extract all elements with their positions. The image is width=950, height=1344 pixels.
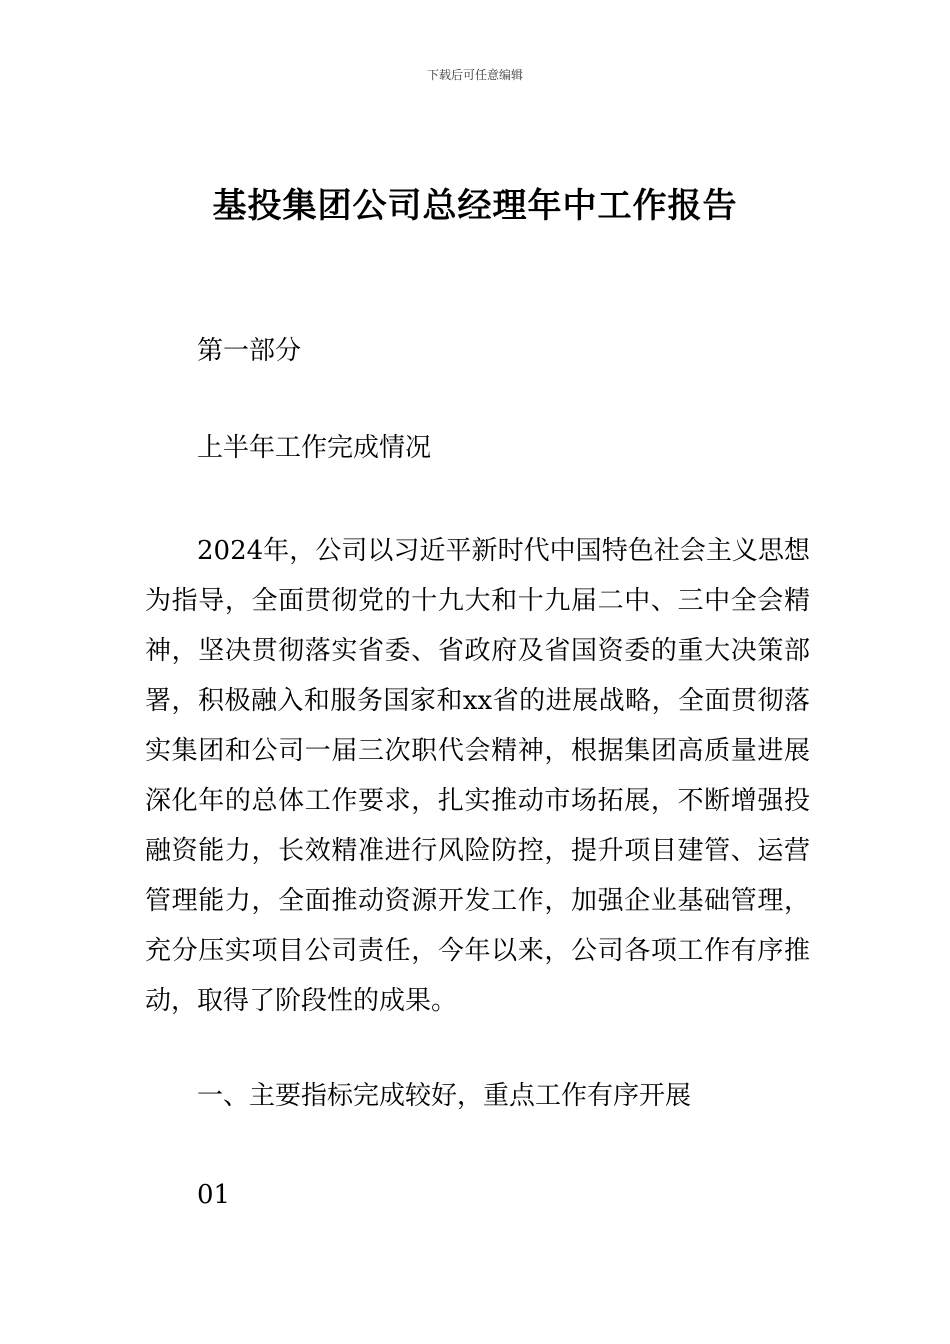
section-label: 第一部分 [197, 336, 302, 366]
item-number: 01 [197, 1180, 231, 1210]
header-note: 下载后可任意编辑 [426, 68, 523, 82]
document-title: 基投集团公司总经理年中工作报告 [212, 186, 738, 226]
heading-1: 一、主要指标完成较好，重点工作有序开展 [197, 1081, 692, 1111]
subheading: 上半年工作完成情况 [197, 433, 432, 463]
body-paragraph: 2024年，公司以习近平新时代中国特色社会主义思想为指导，全面贯彻党的十九大和十九届二中、三中全会精神，坚决贯彻落实省委、省政府及省国资委的重大决策部署，积极融入和服务国家和xx省的进展战略，全面贯彻落实集团和公司一届三次职代会精神，根据集团高质量进展深化年的总体工作要求，扎实推动市场拓展，不断增强投融资能力，长效精准进行风险防控，提升项目建管、运营管理能力，全面推动资源开发工作，加强企业基础管理，充分压实项目公司责任，今年以来，公司各项工作有序推动，取得了阶段性的成果。 [145, 536, 810, 1016]
